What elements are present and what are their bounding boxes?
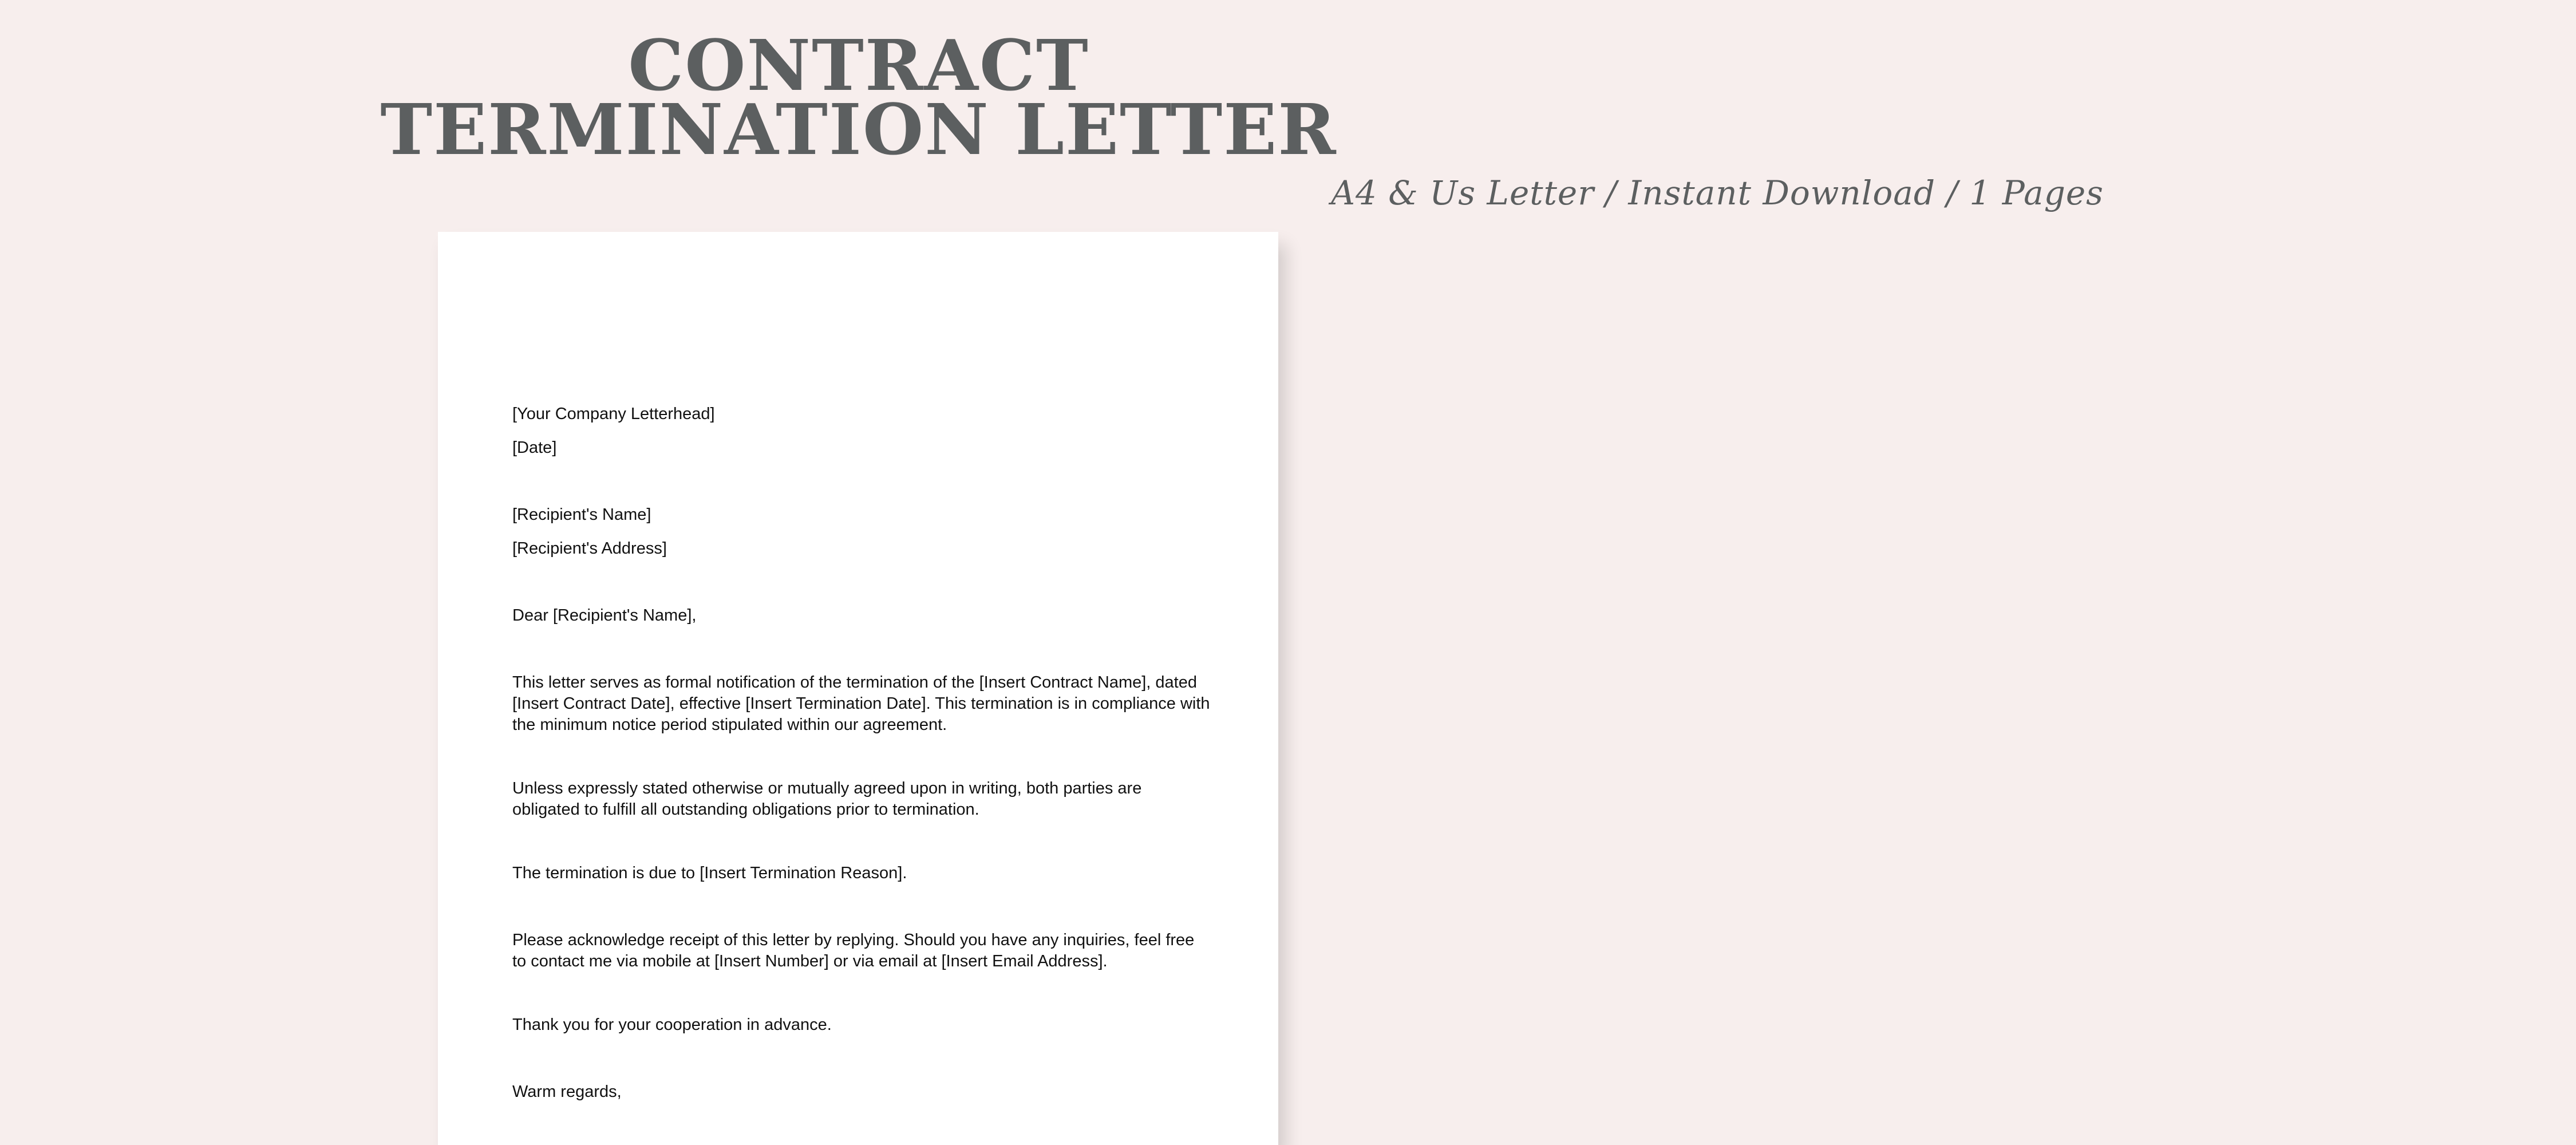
thanks-line: Thank you for your cooperation in advance. [512,1016,832,1034]
letterhead: [Your Company Letterhead] [512,405,715,423]
recipient-address: [Recipient's Address] [512,539,667,558]
letter-page [438,232,1278,1145]
title-line-2: TERMINATION LETTER [380,88,1337,171]
recipient-name: [Recipient's Name] [512,506,651,524]
paragraph-acknowledge: Please acknowledge receipt of this letter by replying. Should you have any inquiries, feel free to contact me via mobile at [Insert Number] or via email at [Insert Email Address]. [512,931,1195,970]
subtitle: A4 & Us Letter / Instant Download / 1 Pages [1331,173,2104,212]
paragraph-obligations: Unless expressly stated otherwise or mutually agreed upon in writing, both parties are obligated to fulfill all outstanding obligations prior to termination. [512,779,1142,819]
title-line-1: CONTRACT [628,24,1089,106]
paragraph-reason: The termination is due to [Insert Termination Reason]. [512,864,907,882]
paragraph-notification: This letter serves as formal notification of the termination of the [Insert Contract Name], dated [Insert Contract Date], effective [Insert Termination Date]. This termination is in compliance with the minimum notice period stipulated within our agreement. [512,673,1210,734]
salutation: Dear [Recipient's Name], [512,606,697,625]
closing: Warm regards, [512,1083,622,1101]
letter-date: [Date] [512,439,557,457]
letter-body [512,404,1211,1103]
